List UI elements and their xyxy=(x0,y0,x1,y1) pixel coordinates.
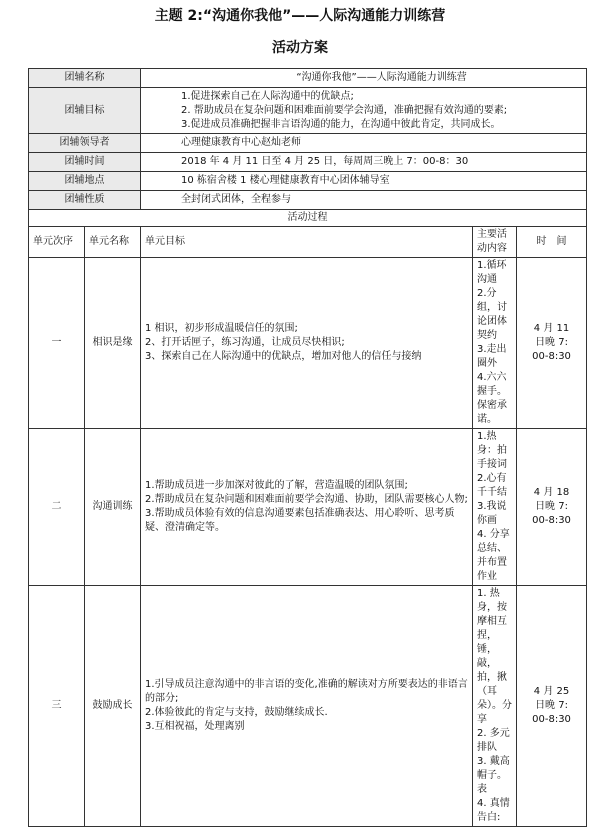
header-content: 主要活动内容 xyxy=(473,227,517,258)
unit-goal-line: 1.引导成员注意沟通中的非言语的变化,准确的解读对方所要表达的非语言的部分; xyxy=(145,679,468,704)
info-row xyxy=(29,191,587,210)
unit-time xyxy=(517,258,587,429)
unit-content-line: 4. 真情告白: xyxy=(477,798,510,823)
unit-time-line: 00-8:30 xyxy=(532,515,571,526)
document-title: 主题 2:“沟通你我他”——人际沟通能力训练营 xyxy=(154,8,446,24)
info-row xyxy=(29,153,587,172)
info-value xyxy=(141,153,587,172)
process-title-row xyxy=(29,210,587,227)
unit-goal-line: 2.体验彼此的肯定与支持，鼓励继续成长. xyxy=(145,707,328,718)
unit-content xyxy=(473,586,517,827)
info-value-line: 心理健康教育中心赵灿老师 xyxy=(181,137,301,148)
unit-goal xyxy=(141,586,473,827)
info-value-line: “沟通你我他”——人际沟通能力训练营 xyxy=(296,72,467,83)
unit-content-line: 表 xyxy=(477,784,487,795)
info-label: 团辅领导者 xyxy=(29,134,141,153)
info-value-line: 1.促进探索自己在人际沟通中的优缺点; xyxy=(181,90,354,102)
header-order: 单元次序 xyxy=(29,227,85,258)
info-value xyxy=(141,88,587,134)
info-row xyxy=(29,69,587,88)
info-label: 团辅目标 xyxy=(29,88,141,134)
info-value-line: 2. 帮助成员在复杂问题和困难面前要学会沟通，准确把握有效沟通的要素; xyxy=(181,104,508,116)
info-label: 团辅性质 xyxy=(29,191,141,210)
unit-name: 鼓励成长 xyxy=(85,586,141,827)
unit-content-line: 1.循环沟通 xyxy=(477,260,507,285)
header-name: 单元名称 xyxy=(85,227,141,258)
info-label: 团辅地点 xyxy=(29,172,141,191)
unit-time-line: 日晚 7: xyxy=(535,501,568,512)
unit-name: 相识是缘 xyxy=(85,258,141,429)
activity-plan-table xyxy=(28,68,587,827)
unit-time-line: 日晚 7: xyxy=(535,700,568,711)
unit-row xyxy=(29,429,587,586)
info-value xyxy=(141,172,587,191)
unit-time-line: 00-8:30 xyxy=(532,714,571,725)
process-header-row xyxy=(29,227,587,258)
unit-time-line: 4 月 11 xyxy=(533,323,570,334)
unit-time-line: 00-8:30 xyxy=(532,351,571,362)
info-value xyxy=(141,134,587,153)
unit-content-line: 3.我说你画 xyxy=(477,501,507,526)
unit-goal-line: 3.互相祝福，处理离别 xyxy=(145,721,245,732)
info-label: 团辅时间 xyxy=(29,153,141,172)
unit-goal-line: 1.帮助成员进一步加深对彼此的了解，营造温暖的团队氛围; xyxy=(145,480,408,491)
unit-time-line: 4 月 25 xyxy=(533,686,570,697)
unit-content-line: 4.六六握手。保密承诺。 xyxy=(477,372,507,425)
unit-content-line: 3.走出圈外 xyxy=(477,344,507,369)
unit-time xyxy=(517,429,587,586)
unit-content-line: 2. 多元排队 xyxy=(477,728,510,753)
unit-time-line: 日晚 7: xyxy=(535,337,568,348)
unit-content-line: 4. 分享总结、并布置作业 xyxy=(477,529,510,582)
unit-goal-line: 2.帮助成员在复杂问题和困难面前要学会沟通、协助，团队需要核心人物; xyxy=(145,494,468,505)
info-label: 团辅名称 xyxy=(29,69,141,88)
unit-content xyxy=(473,258,517,429)
info-row xyxy=(29,172,587,191)
info-section xyxy=(29,69,587,210)
info-value xyxy=(141,191,587,210)
unit-row xyxy=(29,258,587,429)
header-time: 时 间 xyxy=(517,227,587,258)
unit-order: 二 xyxy=(29,429,85,586)
unit-goal xyxy=(141,258,473,429)
info-row xyxy=(29,88,587,134)
unit-content-line: 2.分组，讨论团体契约 xyxy=(477,288,507,341)
info-value-line: 2018 年 4 月 11 日至 4 月 25 日，每周周三晚上 7：00-8：30 xyxy=(181,156,469,167)
info-value xyxy=(141,69,587,88)
process-title: 活动过程 xyxy=(29,210,587,227)
unit-content-line: 1.热身：拍手接词 xyxy=(477,431,507,470)
unit-goal-line: 3.帮助成员体验有效的信息沟通要素包括准确表达、用心聆听、思考质疑、澄清确定等。 xyxy=(145,508,455,533)
unit-row xyxy=(29,586,587,827)
unit-content-line: 2.心有千千结 xyxy=(477,473,507,498)
unit-content-line: 1. 热身，按摩相互捏，锤，敲，拍，揪（耳朵）。分享 xyxy=(477,588,512,725)
info-value-line: 10 栋宿舍楼 1 楼心理健康教育中心团体辅导室 xyxy=(181,175,390,186)
unit-content-line: 3. 戴高帽子。 xyxy=(477,756,510,781)
unit-time-line: 4 月 18 xyxy=(533,487,570,498)
unit-content xyxy=(473,429,517,586)
unit-order: 一 xyxy=(29,258,85,429)
unit-name: 沟通训练 xyxy=(85,429,141,586)
document-subtitle: 活动方案 xyxy=(272,40,328,56)
unit-time xyxy=(517,586,587,827)
info-value-line: 3.促进成员准确把握非言语沟通的能力，在沟通中彼此肯定，共同成长。 xyxy=(181,118,501,130)
info-value-line: 全封闭式团体，全程参与 xyxy=(181,194,291,205)
unit-goal-line: 1 相识，初步形成温暖信任的氛围; xyxy=(145,323,298,334)
unit-goal-line: 2、打开话匣子，练习沟通，让成员尽快相识; xyxy=(145,337,345,348)
header-goal: 单元目标 xyxy=(141,227,473,258)
info-row xyxy=(29,134,587,153)
unit-goal xyxy=(141,429,473,586)
unit-order: 三 xyxy=(29,586,85,827)
process-section xyxy=(29,210,587,827)
unit-goal-line: 3、探索自己在人际沟通中的优缺点，增加对他人的信任与接纳 xyxy=(145,351,422,362)
